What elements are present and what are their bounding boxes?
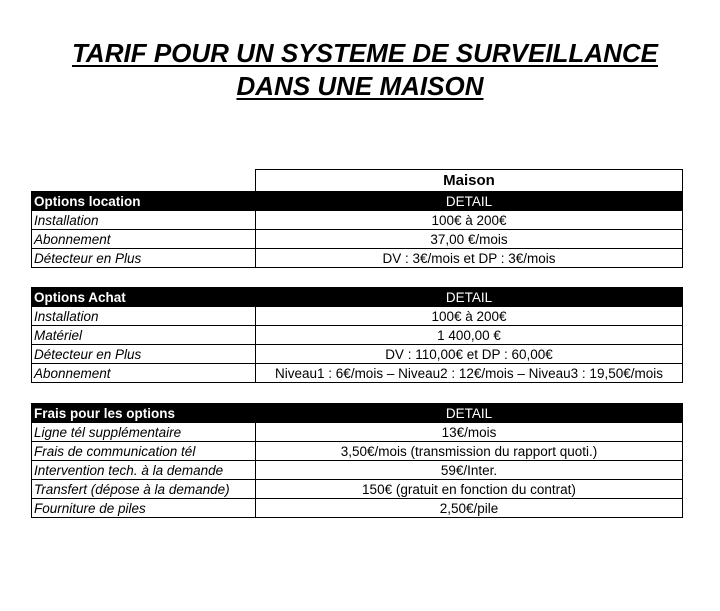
- title-line-1: TARIF POUR UN SYSTEME DE SURVEILLANCE: [71, 38, 658, 68]
- row-item: Intervention tech. à la demande: [32, 461, 256, 480]
- row-value: 37,00 €/mois: [256, 230, 683, 249]
- row-value: 1 400,00 €: [256, 326, 683, 345]
- row-item: Abonnement: [32, 364, 256, 383]
- section-label: Options Achat: [32, 288, 256, 307]
- row-value: Niveau1 : 6€/mois – Niveau2 : 12€/mois – Niveau3 : 19,50€/mois: [256, 364, 683, 383]
- section-header: [32, 404, 683, 423]
- table-row: [32, 249, 683, 268]
- row-item: Installation: [32, 307, 256, 326]
- section-header: [32, 192, 683, 211]
- row-value: 2,50€/pile: [256, 499, 683, 518]
- table-row: [32, 307, 683, 326]
- row-item: Abonnement: [32, 230, 256, 249]
- table-options-location: [31, 169, 683, 268]
- row-item: Ligne tél supplémentaire: [32, 423, 256, 442]
- table-row: [32, 364, 683, 383]
- table-row: [32, 345, 683, 364]
- table-row: [32, 461, 683, 480]
- title-line-2: DANS UNE MAISON: [236, 71, 484, 101]
- table-frais-options: [31, 403, 683, 518]
- section-label: Options location: [32, 192, 256, 211]
- section-header: [32, 288, 683, 307]
- row-value: 59€/Inter.: [256, 461, 683, 480]
- row-value: 13€/mois: [256, 423, 683, 442]
- table-row: [32, 499, 683, 518]
- row-item: Détecteur en Plus: [32, 249, 256, 268]
- table-row: [32, 480, 683, 499]
- document-title: [0, 38, 720, 102]
- row-value: 100€ à 200€: [256, 211, 683, 230]
- detail-header: DETAIL: [256, 288, 683, 307]
- row-item: Frais de communication tél: [32, 442, 256, 461]
- row-value: 3,50€/mois (transmission du rapport quoti.): [256, 442, 683, 461]
- row-value: DV : 3€/mois et DP : 3€/mois: [256, 249, 683, 268]
- corner-blank-cell: [32, 170, 256, 192]
- row-value: 150€ (gratuit en fonction du contrat): [256, 480, 683, 499]
- row-item: Matériel: [32, 326, 256, 345]
- row-item: Installation: [32, 211, 256, 230]
- column-header-maison: Maison: [256, 170, 683, 192]
- section-label: Frais pour les options: [32, 404, 256, 423]
- table-row: [32, 230, 683, 249]
- row-value: 100€ à 200€: [256, 307, 683, 326]
- row-item: Transfert (dépose à la demande): [32, 480, 256, 499]
- detail-header: DETAIL: [256, 404, 683, 423]
- table-row: [32, 423, 683, 442]
- table-options-achat: [31, 287, 683, 383]
- table-row: [32, 211, 683, 230]
- table-row: [32, 326, 683, 345]
- row-item: Détecteur en Plus: [32, 345, 256, 364]
- row-item: Fourniture de piles: [32, 499, 256, 518]
- row-value: DV : 110,00€ et DP : 60,00€: [256, 345, 683, 364]
- table-row: [32, 442, 683, 461]
- detail-header: DETAIL: [256, 192, 683, 211]
